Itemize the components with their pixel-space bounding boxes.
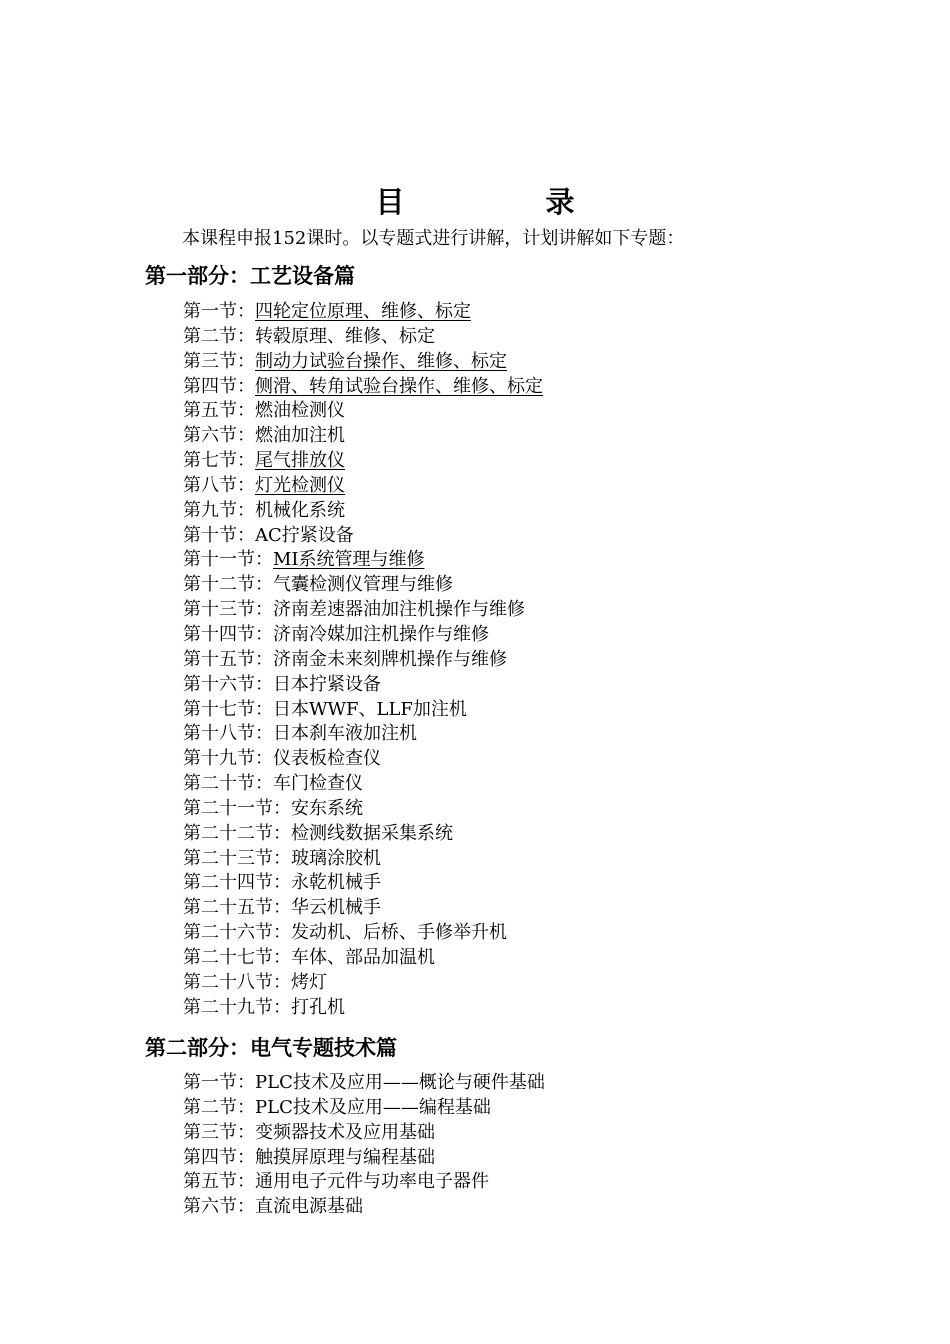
section-number: 第四节： <box>183 1146 255 1168</box>
section-title: 济南冷媒加注机操作与维修 <box>273 623 489 645</box>
section-title: 发动机、后桥、手修举升机 <box>291 922 507 944</box>
section-number: 第六节： <box>183 425 255 447</box>
toc-entry <box>183 1170 545 1195</box>
toc-entry <box>183 524 543 549</box>
section-number: 第十九节： <box>183 748 273 770</box>
toc-entry <box>183 822 543 847</box>
section-title: 济南金未来刻牌机操作与维修 <box>273 648 507 670</box>
section-title: 转毂原理、维修、标定 <box>255 325 435 347</box>
section-number: 第二十七节： <box>183 946 291 968</box>
toc-entry <box>183 946 543 971</box>
toc-entry <box>183 896 543 921</box>
toc-entry <box>183 1071 545 1096</box>
section-number: 第二节： <box>183 1096 255 1118</box>
section-title: 日本WWF、LLF加注机 <box>273 698 467 720</box>
toc-entry <box>183 1096 545 1121</box>
toc-entry <box>183 648 543 673</box>
section-number: 第三节： <box>183 1121 255 1143</box>
toc-entry <box>183 1195 545 1220</box>
section-title: 燃油加注机 <box>255 425 345 447</box>
toc-entry <box>183 772 543 797</box>
section-number: 第二十六节： <box>183 922 291 944</box>
section-title-link[interactable]: 制动力试验台操作、维修、标定 <box>255 350 507 372</box>
section-number: 第一节： <box>183 1072 255 1093</box>
toc-entry <box>183 499 543 524</box>
toc-entry[interactable] <box>183 300 543 325</box>
toc-entry <box>183 921 543 946</box>
toc-entry[interactable] <box>183 375 543 400</box>
section-title: 华云机械手 <box>291 897 381 919</box>
section-title: PLC技术及应用——概论与硬件基础 <box>255 1072 545 1093</box>
section-title: 济南差速器油加注机操作与维修 <box>273 599 525 621</box>
section-title: 机械化系统 <box>255 499 345 521</box>
section-title: 直流电源基础 <box>255 1196 363 1218</box>
toc-entry <box>183 871 543 896</box>
toc-entry <box>183 996 543 1021</box>
toc-entry[interactable] <box>183 350 543 375</box>
section-number: 第七节： <box>183 450 255 472</box>
section-title: 仪表板检查仪 <box>273 748 381 770</box>
part-2-heading: 第二部分：电气专题技术篇 <box>145 1036 397 1060</box>
section-number: 第二十八节： <box>183 971 291 993</box>
section-title: 日本刹车液加注机 <box>273 723 417 745</box>
section-number: 第四节： <box>183 375 255 397</box>
section-number: 第九节： <box>183 499 255 521</box>
section-title: AC拧紧设备 <box>255 524 354 546</box>
section-title-link[interactable]: 灯光检测仪 <box>255 474 345 496</box>
toc-entry[interactable] <box>183 449 543 474</box>
intro-text: 本课程申报152课时。以专题式进行讲解，计划讲解如下专题： <box>182 228 685 249</box>
section-title: 玻璃涂胶机 <box>291 847 381 869</box>
section-number: 第十五节： <box>183 648 273 670</box>
toc-entry <box>183 598 543 623</box>
section-number: 第十四节： <box>183 623 273 645</box>
section-title-link[interactable]: 四轮定位原理、维修、标定 <box>255 301 471 322</box>
toc-entry <box>183 424 543 449</box>
toc-entry <box>183 722 543 747</box>
section-number: 第二十节： <box>183 773 273 795</box>
toc-entry <box>183 971 543 996</box>
section-title: 车门检查仪 <box>273 773 363 795</box>
section-title: 安东系统 <box>291 797 363 819</box>
section-number: 第十六节： <box>183 673 273 695</box>
section-number: 第八节： <box>183 474 255 496</box>
toc-entry <box>183 1121 545 1146</box>
section-number: 第十二节： <box>183 574 273 596</box>
section-title: 通用电子元件与功率电子器件 <box>255 1171 489 1193</box>
section-number: 第二节： <box>183 325 255 347</box>
section-title: 车体、部品加温机 <box>291 946 435 968</box>
section-number: 第一节： <box>183 301 255 322</box>
section-number: 第十三节： <box>183 599 273 621</box>
section-title: 气囊检测仪管理与维修 <box>273 574 453 596</box>
toc-entry <box>183 847 543 872</box>
toc-entry <box>183 399 543 424</box>
part-1-heading: 第一部分：工艺设备篇 <box>145 264 355 288</box>
page-title: 目 录 <box>375 185 631 219</box>
toc-entry <box>183 623 543 648</box>
section-title: 变频器技术及应用基础 <box>255 1121 435 1143</box>
section-title: 日本拧紧设备 <box>273 673 381 695</box>
section-number: 第十一节： <box>183 549 273 571</box>
section-number: 第五节： <box>183 400 255 422</box>
toc-entry <box>183 698 543 723</box>
section-title: 触摸屏原理与编程基础 <box>255 1146 435 1168</box>
section-number: 第十节： <box>183 524 255 546</box>
toc-entry <box>183 673 543 698</box>
section-number: 第十八节： <box>183 723 273 745</box>
section-title: PLC技术及应用——编程基础 <box>255 1096 491 1118</box>
section-number: 第二十三节： <box>183 847 291 869</box>
section-title-link[interactable]: 侧滑、转角试验台操作、维修、标定 <box>255 375 543 397</box>
section-title: 打孔机 <box>291 996 345 1018</box>
section-number: 第五节： <box>183 1171 255 1193</box>
toc-entry <box>183 747 543 772</box>
toc-entry[interactable] <box>183 474 543 499</box>
part-2-section-list <box>183 1071 545 1220</box>
section-number: 第二十二节： <box>183 822 291 844</box>
part-1-section-list <box>183 300 543 1020</box>
section-title: 烤灯 <box>291 971 327 993</box>
toc-entry <box>183 325 543 350</box>
section-title-link[interactable]: MI系统管理与维修 <box>273 549 425 571</box>
section-title: 永乾机械手 <box>291 872 381 894</box>
section-number: 第二十一节： <box>183 797 291 819</box>
toc-entry <box>183 573 543 598</box>
toc-entry[interactable] <box>183 548 543 573</box>
section-number: 第二十五节： <box>183 897 291 919</box>
section-title: 检测线数据采集系统 <box>291 822 453 844</box>
section-title: 燃油检测仪 <box>255 400 345 422</box>
section-number: 第三节： <box>183 350 255 372</box>
toc-entry <box>183 1146 545 1171</box>
section-number: 第二十九节： <box>183 996 291 1018</box>
toc-entry <box>183 797 543 822</box>
section-title-link[interactable]: 尾气排放仪 <box>255 450 345 472</box>
section-number: 第六节： <box>183 1196 255 1218</box>
section-number: 第二十四节： <box>183 872 291 894</box>
section-number: 第十七节： <box>183 698 273 720</box>
